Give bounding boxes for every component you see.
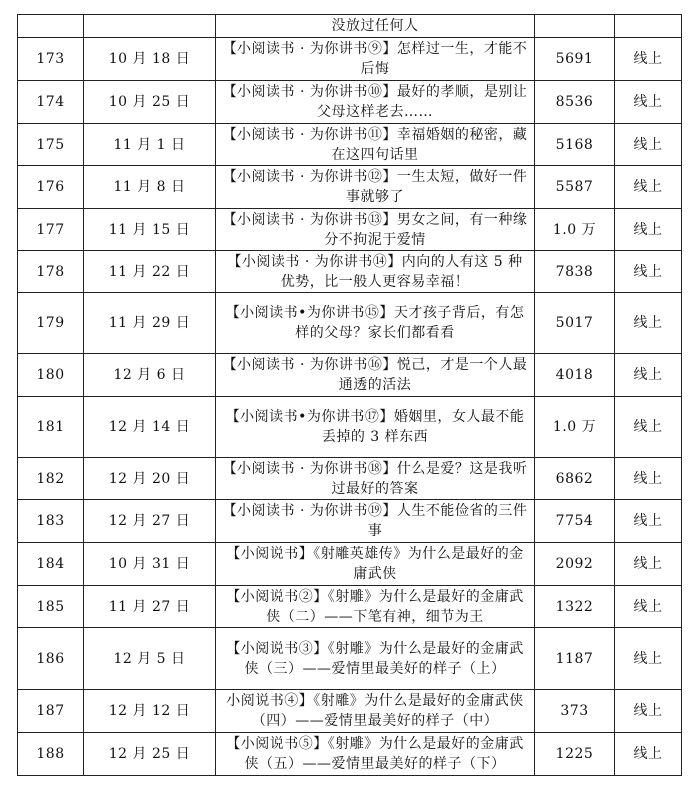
table-row xyxy=(18,586,682,628)
table-row xyxy=(18,354,682,397)
table-row xyxy=(18,81,682,124)
cell-channel: 线上 xyxy=(615,397,682,458)
cell-views: 1187 xyxy=(535,628,615,690)
cell-title: 【小阅读书 · 为你讲书⑯】悦己，才是一个人最通透的活法 xyxy=(216,354,535,397)
table-row xyxy=(18,38,682,81)
cell-channel xyxy=(615,15,682,38)
table-row xyxy=(18,458,682,500)
table-row xyxy=(18,543,682,586)
cell-date: 12 月 25 日 xyxy=(84,733,216,776)
cell-no: 180 xyxy=(18,354,84,397)
cell-channel: 线上 xyxy=(615,354,682,397)
cell-views: 7838 xyxy=(535,251,615,293)
cell-no: 186 xyxy=(18,628,84,690)
cell-title: 【小阅说书⑤】《射雕》为什么是最好的金庸武侠（五）——爱情里最美好的样子（下） xyxy=(216,733,535,776)
cell-date: 10 月 25 日 xyxy=(84,81,216,124)
cell-title: 【小阅说书③】《射雕》为什么是最好的金庸武侠（三）——爱情里最美好的样子（上） xyxy=(216,628,535,690)
table-row xyxy=(18,733,682,776)
cell-views: 1.0 万 xyxy=(535,397,615,458)
cell-views: 4018 xyxy=(535,354,615,397)
cell-title: 小阅说书④】《射雕》为什么是最好的金庸武侠（四）——爱情里最美好的样子（中） xyxy=(216,690,535,733)
cell-date: 12 月 6 日 xyxy=(84,354,216,397)
cell-channel: 线上 xyxy=(615,690,682,733)
cell-channel: 线上 xyxy=(615,166,682,209)
cell-views: 1225 xyxy=(535,733,615,776)
cell-title: 【小阅读书 · 为你讲书⑱】什么是爱？这是我听过最好的答案 xyxy=(216,458,535,500)
cell-channel: 线上 xyxy=(615,628,682,690)
cell-title: 【小阅读书 · 为你讲书⑫】一生太短，做好一件事就够了 xyxy=(216,166,535,209)
cell-date: 12 月 12 日 xyxy=(84,690,216,733)
table-row xyxy=(18,251,682,293)
cell-title: 【小阅读书 · 为你讲书⑩】最好的孝顺，是别让父母这样老去…… xyxy=(216,81,535,124)
cell-no: 184 xyxy=(18,543,84,586)
cell-title: 【小阅读书•为你讲书⑰】婚姻里，女人最不能丢掉的 3 样东西 xyxy=(216,397,535,458)
cell-title: 【小阅读书 · 为你讲书⑪】幸福婚姻的秘密，藏在这四句话里 xyxy=(216,124,535,166)
cell-no: 188 xyxy=(18,733,84,776)
cell-no: 185 xyxy=(18,586,84,628)
cell-views xyxy=(535,15,615,38)
cell-channel: 线上 xyxy=(615,38,682,81)
cell-no: 173 xyxy=(18,38,84,81)
cell-views: 5168 xyxy=(535,124,615,166)
cell-no: 175 xyxy=(18,124,84,166)
cell-channel: 线上 xyxy=(615,458,682,500)
cell-views: 5691 xyxy=(535,38,615,81)
cell-date: 12 月 20 日 xyxy=(84,458,216,500)
cell-date: 10 月 31 日 xyxy=(84,543,216,586)
cell-no xyxy=(18,15,84,38)
cell-no: 187 xyxy=(18,690,84,733)
cell-channel: 线上 xyxy=(615,586,682,628)
cell-date: 11 月 15 日 xyxy=(84,209,216,251)
cell-views: 7754 xyxy=(535,500,615,543)
cell-title: 【小阅读书•为你讲书⑮】天才孩子背后，有怎样的父母？家长们都看看 xyxy=(216,293,535,354)
cell-views: 373 xyxy=(535,690,615,733)
cell-title: 【小阅说书②】《射雕》为什么是最好的金庸武侠（二）——下笔有神，细节为王 xyxy=(216,586,535,628)
cell-date: 12 月 27 日 xyxy=(84,500,216,543)
cell-date: 11 月 27 日 xyxy=(84,586,216,628)
cell-no: 181 xyxy=(18,397,84,458)
cell-views: 5017 xyxy=(535,293,615,354)
cell-channel: 线上 xyxy=(615,500,682,543)
table-row xyxy=(18,293,682,354)
cell-title: 【小阅读书 · 为你讲书⑲】人生不能俭省的三件事 xyxy=(216,500,535,543)
cell-title: 【小阅说书】《射雕英雄传》为什么是最好的金庸武侠 xyxy=(216,543,535,586)
cell-date: 10 月 18 日 xyxy=(84,38,216,81)
cell-views: 6862 xyxy=(535,458,615,500)
cell-channel: 线上 xyxy=(615,209,682,251)
cell-channel: 线上 xyxy=(615,81,682,124)
cell-no: 182 xyxy=(18,458,84,500)
cell-views: 2092 xyxy=(535,543,615,586)
cell-no: 178 xyxy=(18,251,84,293)
cell-date xyxy=(84,15,216,38)
cell-no: 183 xyxy=(18,500,84,543)
cell-views: 8536 xyxy=(535,81,615,124)
cell-channel: 线上 xyxy=(615,543,682,586)
table-row xyxy=(18,124,682,166)
cell-date: 11 月 1 日 xyxy=(84,124,216,166)
cell-no: 177 xyxy=(18,209,84,251)
cell-title: 【小阅读书 · 为你讲书⑭】内向的人有这 5 种优势，比一般人更容易幸福！ xyxy=(216,251,535,293)
cell-date: 11 月 29 日 xyxy=(84,293,216,354)
cell-date: 12 月 5 日 xyxy=(84,628,216,690)
table-row xyxy=(18,166,682,209)
cell-channel: 线上 xyxy=(615,733,682,776)
records-table xyxy=(17,14,682,776)
cell-no: 179 xyxy=(18,293,84,354)
cell-views: 1.0 万 xyxy=(535,209,615,251)
cell-no: 176 xyxy=(18,166,84,209)
cell-title: 没放过任何人 xyxy=(216,15,535,38)
cell-date: 11 月 22 日 xyxy=(84,251,216,293)
cell-date: 11 月 8 日 xyxy=(84,166,216,209)
table-row xyxy=(18,209,682,251)
cell-views: 1322 xyxy=(535,586,615,628)
cell-channel: 线上 xyxy=(615,251,682,293)
table-row xyxy=(18,15,682,38)
table-row xyxy=(18,628,682,690)
cell-title: 【小阅读书 · 为你讲书⑬】男女之间，有一种缘分不拘泥于爱情 xyxy=(216,209,535,251)
table-row xyxy=(18,397,682,458)
cell-date: 12 月 14 日 xyxy=(84,397,216,458)
cell-views: 5587 xyxy=(535,166,615,209)
cell-no: 174 xyxy=(18,81,84,124)
cell-channel: 线上 xyxy=(615,124,682,166)
table-row xyxy=(18,500,682,543)
cell-title: 【小阅读书 · 为你讲书⑨】怎样过一生，才能不后悔 xyxy=(216,38,535,81)
cell-channel: 线上 xyxy=(615,293,682,354)
table-row xyxy=(18,690,682,733)
